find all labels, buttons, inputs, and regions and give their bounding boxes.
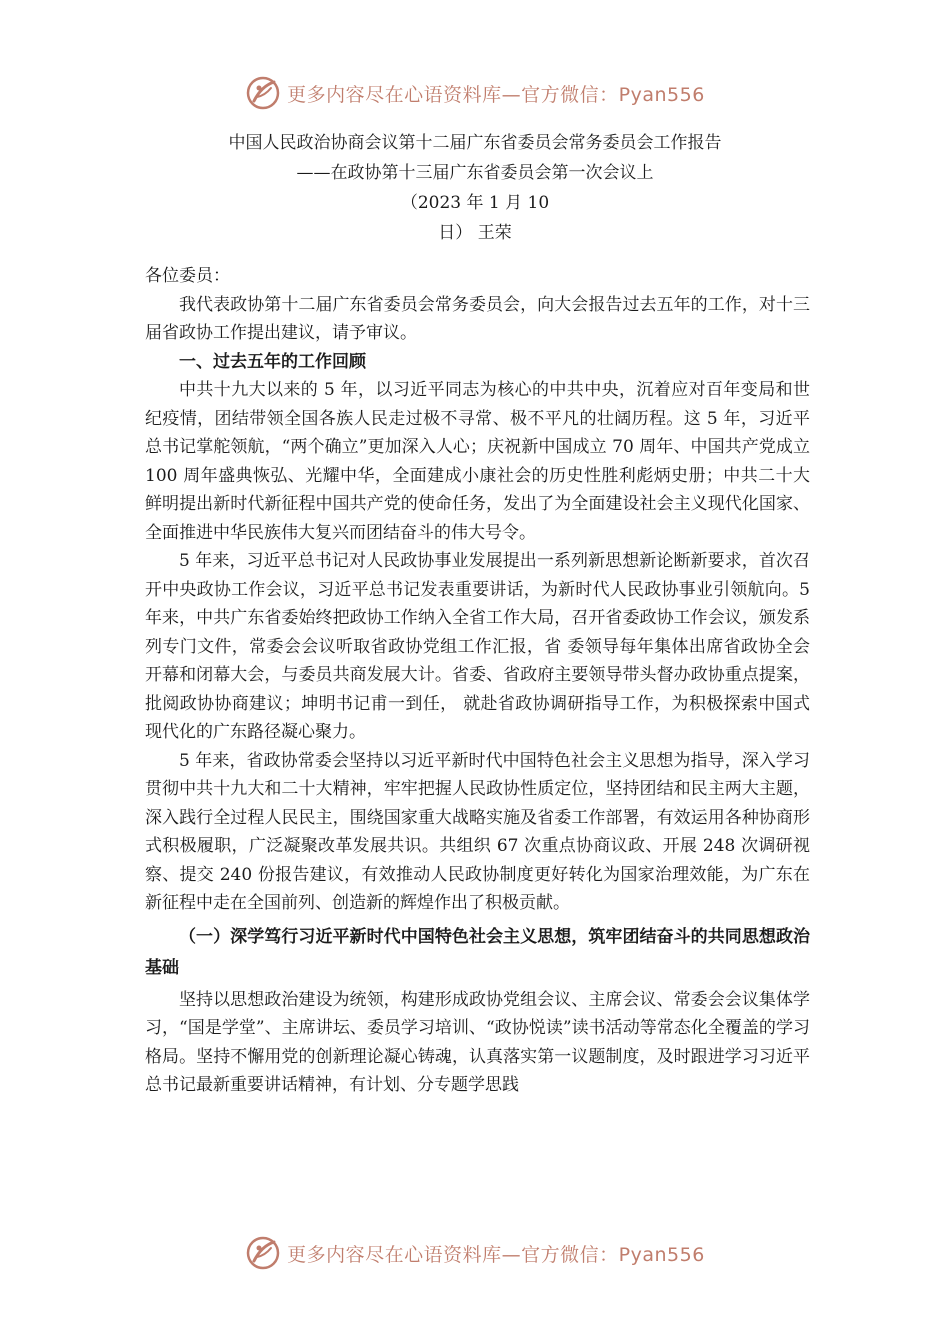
watermark-text: 更多内容尽在心语资料库—官方微信：Pyan556 — [287, 83, 705, 106]
watermark-footer — [0, 1233, 950, 1273]
document-body — [145, 262, 810, 1100]
watermark-header — [0, 73, 950, 113]
document-title: 中国人民政治协商会议第十二届广东省委员会常务委员会工作报告 — [228, 133, 722, 153]
subsection-heading: （一）深学笃行习近平新时代中国特色社会主义思想，筑牢团结奋斗的共同思想政治基础 — [145, 926, 810, 978]
document-date: （2023 年 1 月 10 — [400, 193, 550, 213]
paragraph: 5 年来，习近平总书记对人民政协事业发展提出一系列新思想新论断新要求，首次召开中央政协工作会议，习近平总书记发表重要讲话，为新时代人民政协事业引领航向。5 年来，中共广东省委始终把政协工作纳入全省工作大局，召开省委政协工作会议，颁发系列专门文件，常委会会议听取省政协党组工作汇报，省 委领导每年集体出席省政协全会开幕和闭幕大会，与委员共商发展大计。省委、省政府主要领导带头督办政协重点提案，批阅政协协商建议；坤明书记甫一到任， 就赴省政协调研指导工作，为积极探索中国式现代化的广东路径凝心聚力。 — [145, 551, 810, 742]
paragraph: 5 年来，省政协常委会坚持以习近平新时代中国特色社会主义思想为指导，深入学习贯彻中共十九大和二十大精神，牢牢把握人民政协性质定位，坚持团结和民主两大主题，深入践行全过程人民民主，围绕国家重大战略实施及省委工作部署，有效运用各种协商形式积极履职，广泛凝聚改革发展共识。共组织 67 次重点协商议政、开展 248 次调研视察、提交 240 份报告建议，有效推动人民政协制度更好转化为国家治理效能，为广东在新征程中走在全国前列、创造新的辉煌作出了积极贡献。 — [145, 750, 810, 913]
section-heading: 一、过去五年的工作回顾 — [179, 351, 366, 372]
paragraph-intro: 我代表政协第十二届广东省委员会常务委员会，向大会报告过去五年的工作，对十三届省政协工作提出建议，请予审议。 — [145, 294, 810, 343]
watermark-text: 更多内容尽在心语资料库—官方微信：Pyan556 — [287, 1243, 705, 1266]
watermark-logo-icon — [245, 75, 281, 111]
salutation: 各位委员： — [145, 266, 230, 286]
document-title-block — [0, 128, 950, 248]
paragraph: 中共十九大以来的 5 年，以习近平同志为核心的中共中央，沉着应对百年变局和世纪疫情，团结带领全国各族人民走过极不寻常、极不平凡的壮阔历程。这 5 年，习近平总书记掌舵领航，“两个确立”更加深入人心；庆祝新中国成立 70 周年、中国共产党成立 100 周年盛典恢弘、光耀中华，全面建成小康社会的历史性胜利彪炳史册；中共二十大鲜明提出新时代新征程中国共产党的使命任务，发出了为全面建设社会主义现代化国家、全面推进中华民族伟大复兴而团结奋斗的伟大号令。 — [145, 380, 810, 543]
document-date-author: 日） 王荣 — [438, 223, 512, 243]
paragraph: 坚持以思想政治建设为统领，构建形成政协党组会议、主席会议、常委会会议集体学习，“国是学堂”、主席讲坛、委员学习培训、“政协悦读”读书活动等常态化全覆盖的学习格局。坚持不懈用党的创新理论凝心铸魂，认真落实第一议题制度，及时跟进学习习近平总书记最新重要讲话精神，有计划、分专题学思践 — [145, 989, 810, 1095]
watermark-logo-icon — [245, 1235, 281, 1271]
document-subtitle: ——在政协第十三届广东省委员会第一次会议上 — [296, 163, 654, 183]
